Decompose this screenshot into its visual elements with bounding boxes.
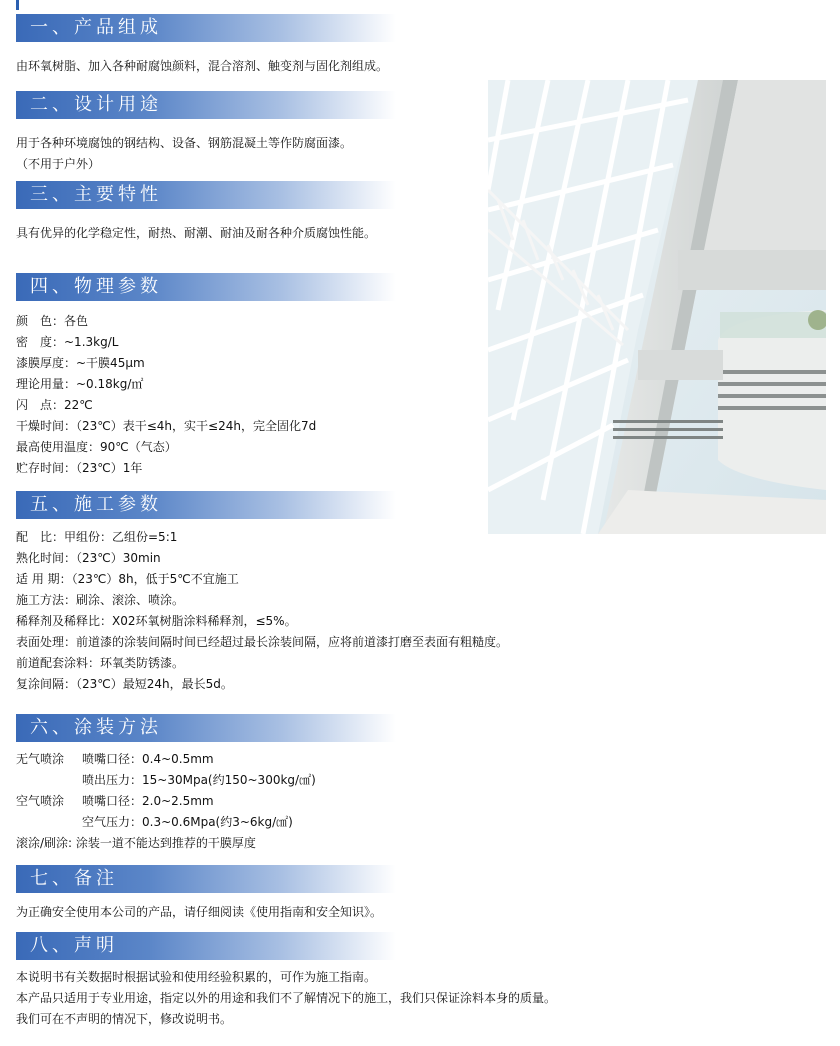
composition-text: 由环氧树脂、加入各种耐腐蚀颜料，混合溶剂、触变剂与固化剂组成。 xyxy=(16,59,389,73)
air-nozzle: 喷嘴口径：2.0~2.5mm xyxy=(82,794,214,808)
physical-params-list xyxy=(16,311,316,479)
section-header-physical-params: 四、物理参数 xyxy=(16,273,396,301)
section-header-application-params: 五、施工参数 xyxy=(16,491,396,519)
param-row: 干燥时间：（23℃）表干≤4h，实干≤24h，完全固化7d xyxy=(16,419,317,433)
param-row: 理论用量：~0.18kg/㎡ xyxy=(16,377,144,391)
air-pressure: 空气压力：0.3~0.6Mpa(约3~6kg/㎠) xyxy=(82,815,293,829)
param-row: 适 用 期：（23℃）8h，低于5℃不宜施工 xyxy=(16,572,239,586)
section-header-composition: 一、产品组成 xyxy=(16,14,396,42)
airless-pressure: 喷出压力：15~30Mpa(约150~300kg/㎠) xyxy=(82,773,316,787)
usage-note: （不用于户外） xyxy=(16,157,101,171)
building-interior-photo xyxy=(488,80,826,534)
usage-line: 用于各种环境腐蚀的钢结构、设备、钢筋混凝土等作防腐面漆。 xyxy=(16,136,353,150)
air-spray-label: 空气喷涂 xyxy=(16,794,65,808)
remarks-text: 为正确安全使用本公司的产品，请仔细阅读《使用指南和安全知识》。 xyxy=(16,905,383,919)
param-row: 闪 点：22℃ xyxy=(16,398,93,412)
param-row: 颜 色：各色 xyxy=(16,314,89,328)
airless-nozzle: 喷嘴口径：0.4~0.5mm xyxy=(82,752,214,766)
features-text: 具有优异的化学稳定性，耐热、耐潮、耐油及耐各种介质腐蚀性能。 xyxy=(16,226,377,240)
statement-line: 我们可在不声明的情况下，修改说明书。 xyxy=(16,1012,233,1026)
airless-spray-label: 无气喷涂 xyxy=(16,752,65,766)
param-row: 熟化时间：（23℃）30min xyxy=(16,551,161,565)
param-row: 漆膜厚度：~干膜45μm xyxy=(16,356,145,370)
param-row: 配 比：甲组份：乙组份=5:1 xyxy=(16,530,178,544)
statement-list xyxy=(16,967,556,1030)
param-row: 施工方法：刷涂、滚涂、喷涂。 xyxy=(16,593,185,607)
application-params-list xyxy=(16,527,508,695)
section-header-features: 三、主要特性 xyxy=(16,181,396,209)
roller-brush-note: 滚涂/刷涂: 涂装一道不能达到推荐的干膜厚度 xyxy=(16,836,256,850)
statement-line: 本产品只适用于专业用途，指定以外的用途和我们不了解情况下的施工，我们只保证涂料本身的质量。 xyxy=(16,991,557,1005)
param-row: 稀释剂及稀释比：X02环氧树脂涂料稀释剂，≤5%。 xyxy=(16,614,297,628)
section-header-coating-method: 六、涂装方法 xyxy=(16,714,396,742)
usage-text xyxy=(16,133,352,175)
coating-method-list xyxy=(16,749,316,854)
param-row: 复涂间隔：（23℃）最短24h，最长5d。 xyxy=(16,677,233,691)
param-row: 密 度：~1.3kg/L xyxy=(16,335,119,349)
section-header-remarks: 七、备注 xyxy=(16,865,396,893)
top-accent-bar xyxy=(16,0,19,10)
section-header-usage: 二、设计用途 xyxy=(16,91,396,119)
param-row: 最高使用温度：90℃（气态） xyxy=(16,440,177,454)
section-header-statement: 八、声明 xyxy=(16,932,396,960)
param-row: 前道配套涂料：环氧类防锈漆。 xyxy=(16,656,185,670)
param-row: 贮存时间：（23℃）1年 xyxy=(16,461,143,475)
statement-line: 本说明书有关数据时根据试验和使用经验积累的，可作为施工指南。 xyxy=(16,970,377,984)
param-row: 表面处理：前道漆的涂装间隔时间已经超过最长涂装间隔，应将前道漆打磨至表面有粗糙度。 xyxy=(16,635,509,649)
